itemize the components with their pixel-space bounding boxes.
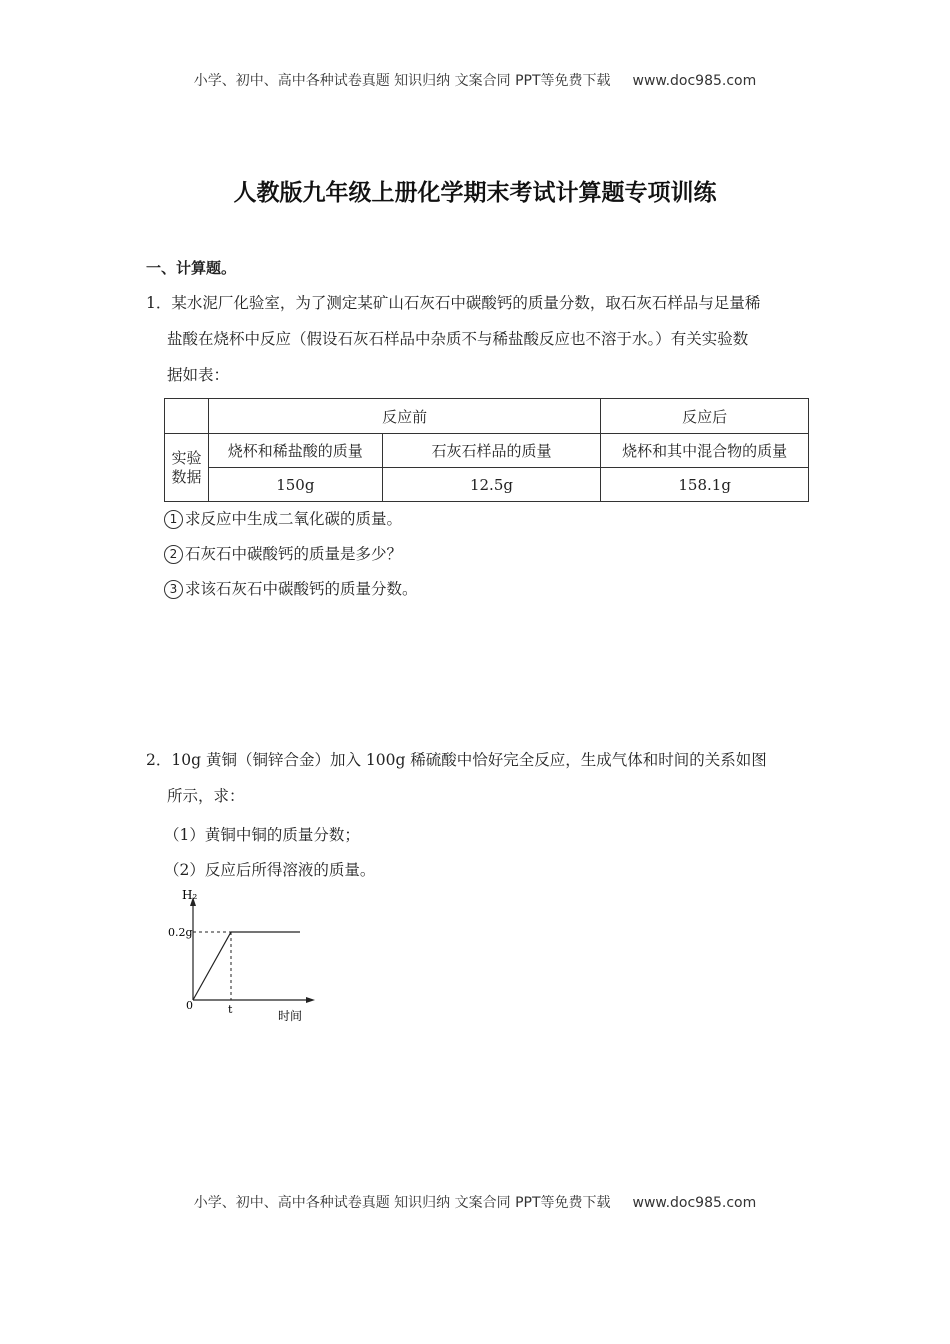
y-tick-label: 0.2g	[168, 926, 193, 939]
page-header	[0, 70, 950, 90]
origin-label: 0	[186, 999, 193, 1012]
hydrogen-time-graph	[160, 885, 330, 1025]
table-group-before: 反应前	[208, 399, 600, 434]
y-axis-label: H₂	[182, 888, 198, 902]
table-row-label: 实验数据	[165, 434, 209, 502]
x-axis-label: 时间	[278, 1009, 303, 1023]
table-value-cell: 12.5g	[382, 468, 601, 502]
q2-sub-question: （1）黄铜中铜的质量分数；	[164, 826, 360, 844]
table-corner-cell	[165, 399, 209, 434]
table-header-cell: 烧杯和稀盐酸的质量	[208, 434, 382, 468]
q2-line1: 10g 黄铜（铜锌合金）加入 100g 稀硫酸中恰好完全反应，生成气体和时间的关系如图	[171, 751, 767, 769]
footer-text: 小学、初中、高中各种试卷真题 知识归纳 文案合同 PPT等免费下载	[193, 1195, 611, 1211]
q2-line2: 所示，求：	[167, 787, 245, 805]
page-footer	[0, 1192, 950, 1212]
experiment-data-table	[164, 398, 809, 502]
table-group-after: 反应后	[601, 399, 809, 434]
circled-number: 3	[164, 580, 183, 599]
circled-number: 2	[164, 545, 183, 564]
header-text: 小学、初中、高中各种试卷真题 知识归纳 文案合同 PPT等免费下载	[193, 73, 611, 89]
q1-line1: 某水泥厂化验室，为了测定某矿山石灰石中碳酸钙的质量分数，取石灰石样品与足量稀	[171, 294, 761, 312]
q1-sub-question	[164, 577, 418, 599]
section-heading: 一、计算题。	[146, 259, 237, 277]
circled-number: 1	[164, 510, 183, 529]
q1-line3: 据如表：	[167, 366, 230, 384]
q1-sub-text: 石灰石中碳酸钙的质量是多少？	[185, 545, 403, 563]
x-axis-arrow-icon	[306, 997, 315, 1003]
q1-line2: 盐酸在烧杯中反应（假设石灰石样品中杂质不与稀盐酸反应也不溶于水。）有关实验数	[167, 330, 749, 348]
q1-sub-question	[164, 542, 402, 564]
q1-sub-question	[164, 507, 402, 529]
q2-number: 2．	[146, 751, 172, 769]
q1-number: 1．	[146, 294, 172, 312]
header-site[interactable]: www.doc985.com	[632, 73, 757, 89]
table-header-cell: 烧杯和其中混合物的质量	[601, 434, 809, 468]
footer-site[interactable]: www.doc985.com	[632, 1195, 757, 1211]
q2-sub-question: （2）反应后所得溶液的质量。	[164, 861, 376, 879]
question-2	[146, 742, 808, 814]
q1-sub-text: 求反应中生成二氧化碳的质量。	[185, 510, 403, 528]
series-line-h2	[193, 932, 300, 1000]
q1-sub-text: 求该石灰石中碳酸钙的质量分数。	[185, 580, 418, 598]
x-tick-label: t	[228, 1003, 233, 1016]
table-header-cell: 石灰石样品的质量	[382, 434, 601, 468]
page-title: 人教版九年级上册化学期末考试计算题专项训练	[233, 180, 717, 206]
table-value-cell: 158.1g	[601, 468, 809, 502]
table-value-cell: 150g	[208, 468, 382, 502]
question-1	[146, 285, 808, 393]
